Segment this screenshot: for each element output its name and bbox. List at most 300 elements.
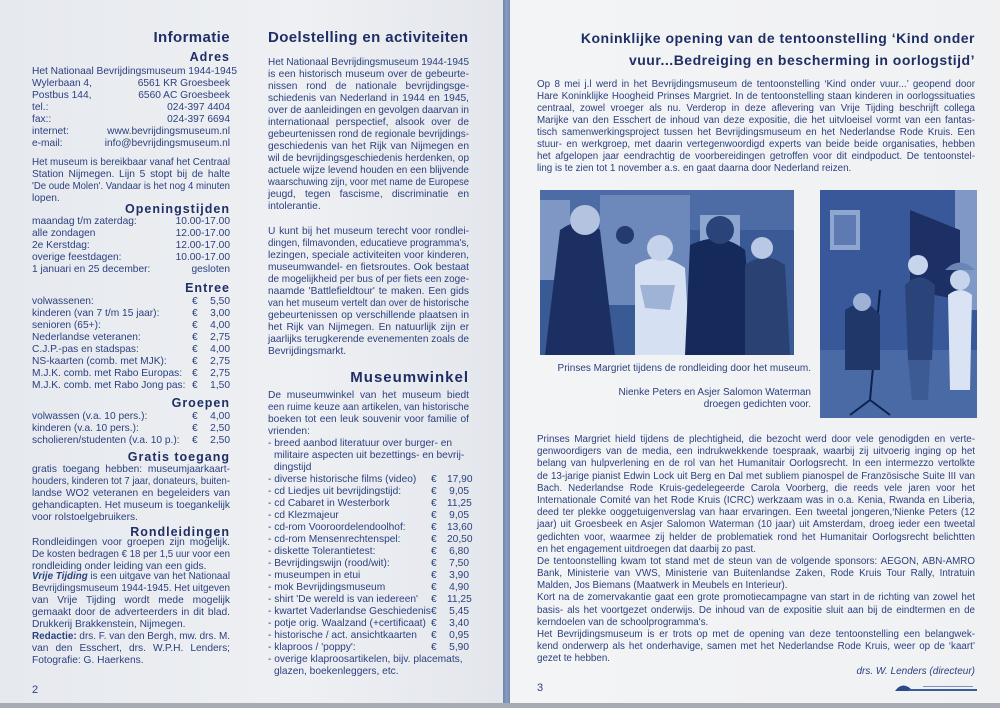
text: Op 8 mei j.l werd in het Bevrijdingsmuseum de tentoonstelling ‘Kind onder vuur...’ geopend door xyxy=(537,79,975,90)
text-line xyxy=(268,189,469,201)
info-title xyxy=(32,29,230,47)
hours-table xyxy=(32,216,230,276)
table-row xyxy=(32,66,237,78)
currency-symbol: € xyxy=(431,474,437,485)
body-paragraph-1 xyxy=(537,434,975,556)
text: Bevrijdingsmuseum 1944-1945. Het uitgeven xyxy=(32,583,230,594)
text-line xyxy=(32,631,230,643)
text-line xyxy=(268,426,469,438)
table-row xyxy=(268,582,469,594)
text: het afgelopen jaar eendrachtig de voorbereidingen getroffen voor dit eindpoduct. De tentoonstel- xyxy=(537,151,975,162)
text: Station Nijmegen. Lijn 5 stopt bij de halte xyxy=(32,169,230,180)
entree-heading: Entree xyxy=(185,281,230,295)
row-value: gesloten xyxy=(191,264,230,275)
goals-title xyxy=(268,29,469,47)
row-label: Nederlandse veteranen: xyxy=(32,332,141,343)
text-line xyxy=(537,629,975,641)
table-row xyxy=(268,534,473,546)
text: Rondleidingen voor groepen zijn mogelijk. xyxy=(32,537,230,548)
page-gutter xyxy=(503,0,510,708)
text: van Vrije Tijding wordt mede mogelijk xyxy=(32,595,230,606)
currency-symbol: € xyxy=(431,582,437,593)
text-line xyxy=(268,105,469,117)
text-line xyxy=(268,57,469,69)
table-row xyxy=(268,558,469,570)
row-amount: 7,50 xyxy=(449,558,469,569)
text-line xyxy=(537,653,975,665)
colophon-line1 xyxy=(32,571,230,583)
publication-name: Vrije Tijding xyxy=(32,571,88,582)
goals-title-text: Doelstelling en activiteiten xyxy=(268,29,469,46)
row-label: tel.: xyxy=(32,102,49,113)
table-row xyxy=(268,570,469,582)
text-line xyxy=(268,81,469,93)
tours-heading: Rondleidingen xyxy=(130,525,230,539)
text: internationaal perspectief, alsook over de xyxy=(268,117,469,128)
text: Bach. Nederlandse Rode Kruis-gedelegeerde Carola Voorberg, die reeds vele jaren voor het xyxy=(537,482,975,494)
text-line xyxy=(268,462,469,474)
shop-heading-text: Museumwinkel xyxy=(350,369,469,386)
table-row xyxy=(268,486,469,498)
table-row xyxy=(32,138,230,150)
text-line xyxy=(32,488,230,500)
row-label: senioren (65+): xyxy=(32,320,101,331)
table-row xyxy=(32,102,230,114)
title-text: vuur...Bedreiging en bescherming in oorlogstijd’ xyxy=(628,52,975,68)
row-label: NS-kaarten (comb. met MJK): xyxy=(32,356,167,367)
row-label: - mok Bevrijdingsmuseum xyxy=(268,582,386,593)
currency-symbol: € xyxy=(192,380,198,391)
row-label: Het Nationaal Bevrijdingsmuseum 1944-1945 xyxy=(32,66,237,77)
text-line xyxy=(537,483,975,495)
currency-symbol: € xyxy=(192,296,198,307)
row-amount: 3,00 xyxy=(210,308,230,319)
currency-symbol: € xyxy=(192,332,198,343)
text: De museumwinkel van het museum biedt xyxy=(268,390,469,401)
text: gratis toegang hebben: museumjaarkaart- xyxy=(32,464,230,475)
text: Het museum is bereikbaar vanaf het Centraal xyxy=(32,157,230,168)
row-label: - potje orig. Waalzand (+certificaat) xyxy=(268,618,426,629)
row-label: maandag t/m zaterdag: xyxy=(32,216,137,227)
row-label: overige feestdagen: xyxy=(32,252,122,263)
row-label: - kwartet Vaderlandse Geschiedenis xyxy=(268,606,431,617)
text-line xyxy=(32,500,230,512)
row-amount: 11,25 xyxy=(447,594,472,605)
text-line xyxy=(268,177,469,189)
goals-paragraph-1 xyxy=(268,57,469,213)
shop-intro xyxy=(268,390,469,438)
row-amount: 5,50 xyxy=(210,296,230,307)
row-label: C.J.P.-pas en stadspas: xyxy=(32,344,139,355)
table-row xyxy=(268,546,469,558)
row-label: - cd Liedjes uit bevrijdingstijd: xyxy=(268,486,402,497)
row-label: M.J.K. comb. met Rabo Europas: xyxy=(32,368,183,379)
text-line xyxy=(537,79,975,91)
text-line xyxy=(268,129,469,141)
text: Het Nationaal Bevrijdingsmuseum 1944-1945 xyxy=(268,57,469,68)
text-line xyxy=(537,471,975,483)
currency-symbol: € xyxy=(431,558,437,569)
shop-heading xyxy=(268,369,469,387)
text: lopen. xyxy=(32,193,60,204)
row-amount: 9,05 xyxy=(449,486,469,497)
text: De tentoonstelling kwam tot stand met de steun van de volgende sponsors: AEGON, ABN-AMRO xyxy=(537,555,975,567)
table-row xyxy=(32,126,230,138)
row-amount: 5,45 xyxy=(449,606,469,617)
row-label: - cd-rom Mensenrechtenspel: xyxy=(268,534,401,545)
text-line xyxy=(268,262,469,274)
text-line xyxy=(537,507,975,519)
text-line xyxy=(32,464,230,476)
row-amount: 11,25 xyxy=(447,498,472,509)
text-line xyxy=(268,310,469,322)
text-line xyxy=(537,592,975,604)
body-paragraph-4 xyxy=(537,629,975,666)
table-row xyxy=(32,356,230,368)
row-amount: 9,05 xyxy=(449,510,469,521)
text-line xyxy=(537,605,975,617)
text: deed ter plekke ooggetuigenverslag van haar ervaringen. Een tweetal jongeren,‘Nienke Peters (12 xyxy=(537,507,975,519)
row-label: - historische / act. ansichtkaarten xyxy=(268,630,417,641)
table-row xyxy=(268,642,469,654)
text: voor rolstoelgebruikers. xyxy=(32,512,138,523)
currency-symbol: € xyxy=(192,368,198,379)
currency-symbol: € xyxy=(431,618,437,629)
text: ling is te zien tot 1 november a.s. en gaat daarna door Nederland reizen. xyxy=(537,163,852,174)
entree-table xyxy=(32,296,230,392)
text: belang van hulpverlening en de rol van het Humanitair Oorlogsrecht. In een intermezzo vertolkte xyxy=(537,458,975,470)
text: intolerantie. xyxy=(268,201,321,212)
text: Internationale Comité van het Rode Kruis (ICRC) werkzaam was in o.a. Kenia, Rwanda en Liberia, xyxy=(537,494,975,506)
table-row xyxy=(32,296,230,308)
text-line xyxy=(32,571,230,583)
row-amount: 2,75 xyxy=(210,368,230,379)
shop-last-item xyxy=(268,654,469,678)
text: militaire aspecten uit bezettings- en bevrij- xyxy=(274,450,465,461)
currency-symbol: € xyxy=(431,630,437,641)
text: Hare Koninklijke Hoogheid Prinses Margriet. In de tentoonstelling staan kinderen in oorlogssituaties xyxy=(537,91,975,102)
text-line xyxy=(537,617,975,629)
shop-first-item xyxy=(268,438,469,474)
text: rondleiding onder leiding van een gids. xyxy=(32,561,207,572)
title-text: Koninklijke opening van de tentoonstelling ‘Kind onder xyxy=(580,30,975,46)
currency-symbol: € xyxy=(431,546,437,557)
text: waarschuwing zijn, voor met name de Europese xyxy=(268,177,469,188)
text-line xyxy=(268,93,469,105)
text-line xyxy=(537,139,975,151)
table-row xyxy=(32,252,230,264)
text-line xyxy=(268,286,469,298)
row-value: info@bevrijdingsmuseum.nl xyxy=(104,138,230,149)
table-row xyxy=(32,423,230,435)
row-label: 1 januari en 25 december: xyxy=(32,264,151,275)
text: naamde 'Battlefieldtour' te maken. Een gids xyxy=(268,286,469,297)
text-line xyxy=(268,402,469,414)
table-row xyxy=(268,510,469,522)
article-title-line2 xyxy=(537,49,975,71)
row-value: 6560 AC Groesbeek xyxy=(138,90,230,101)
row-amount: 4,00 xyxy=(210,320,230,331)
text-line xyxy=(268,153,469,165)
currency-symbol: € xyxy=(192,423,198,434)
body-paragraph-2 xyxy=(537,556,975,593)
photo-caption-2 xyxy=(540,387,811,411)
row-label: - cd Klezmajeur xyxy=(268,510,339,521)
currency-symbol: € xyxy=(431,510,437,521)
row-value: 6561 KR Groesbeek xyxy=(137,78,230,89)
text: gebeurtenissen rond de regionale bevrijdings- xyxy=(268,129,469,140)
text: een ruime keuze aan artikelen, van historische xyxy=(268,402,469,413)
text: Kort na de zomervakantie gaat een grote promotiecampagne van start in de richting van zowel het xyxy=(537,592,975,604)
row-value: www.bevrijdingsmuseum.nl xyxy=(107,126,230,137)
text-line xyxy=(32,583,230,595)
text-line xyxy=(32,181,230,193)
currency-symbol: € xyxy=(431,498,437,509)
table-row xyxy=(32,435,230,447)
text-line xyxy=(32,157,230,169)
row-amount: 3,40 xyxy=(449,618,469,629)
row-value: 12.00-17.00 xyxy=(175,228,230,239)
text: wil de bevrijdingsgeschiedenis herdenken, op xyxy=(268,153,469,164)
text: Bevrijdingsmarkt. xyxy=(268,346,347,357)
body-paragraph-3 xyxy=(537,592,975,629)
text-line xyxy=(268,346,469,358)
table-row xyxy=(268,630,469,642)
row-amount: 2,50 xyxy=(210,423,230,434)
text: vrienden: xyxy=(268,426,310,437)
row-label: - cd Cabaret in Westerbork xyxy=(268,498,390,509)
goals-paragraph-2 xyxy=(268,226,469,358)
text-line xyxy=(32,537,230,549)
text: genwoordigers van de media, een indrukwekkende toespraak, waarbij zij uitvoerig inging op het xyxy=(537,446,975,458)
text-line xyxy=(537,91,975,103)
text-line xyxy=(537,495,975,507)
row-amount: 3,90 xyxy=(449,570,469,581)
table-row xyxy=(268,474,473,486)
text: van den Esschert, drs. W.P.H. Lenders; xyxy=(32,643,230,654)
currency-symbol: € xyxy=(192,435,198,446)
table-row xyxy=(268,522,473,534)
text-line xyxy=(32,549,230,561)
row-label: - Bevrijdingswijn (rood/wit): xyxy=(268,558,390,569)
text: de mogelijkheid per bus of per fiets een zoge- xyxy=(268,274,469,285)
address-heading: Adres xyxy=(189,50,230,64)
row-label: volwassenen: xyxy=(32,296,94,307)
text: dingstijd xyxy=(274,462,312,473)
photo-children-reading-poems xyxy=(820,190,977,418)
row-label: - klaproos / 'poppy': xyxy=(268,642,356,653)
text: Prinses Margriet hield tijdens de plechtigheid, die bezocht werd door vele genodigden en verte- xyxy=(537,434,975,445)
text-line xyxy=(268,298,469,310)
text: Malden, Jos Biemans (Maatwerk in Meubels en Interieur). xyxy=(537,580,788,592)
row-value: 024-397 4404 xyxy=(167,102,230,113)
currency-symbol: € xyxy=(431,486,437,497)
row-label: volwassen (v.a. 10 pers.): xyxy=(32,411,148,422)
text-line xyxy=(537,446,975,458)
text-line xyxy=(268,666,469,678)
currency-symbol: € xyxy=(192,344,198,355)
row-amount: 2,75 xyxy=(210,356,230,367)
bottom-edge xyxy=(0,703,1000,708)
text: jaar) uit Groesbeek en Asjer Salomon Waterman (10 jaar) uit Amsterdam, droeg ieder een tweetal xyxy=(537,519,975,531)
caption-line: Nienke Peters en Asjer Salomon Waterman xyxy=(618,387,811,398)
text: kend onderwerp als het onderhavige, samen met het Nederlandse Rode Kruis, weer op de ‘kaart’ xyxy=(537,641,975,653)
text-line xyxy=(268,201,469,213)
colophon-lines xyxy=(32,643,230,667)
table-row xyxy=(32,90,230,102)
text: nissen rond de nationale bevrijdingsge- xyxy=(268,81,469,92)
hours-heading: Openingstijden xyxy=(125,202,230,216)
text: het Rijk van Nijmegen. En natuurlijk zijn er xyxy=(268,322,469,333)
row-label: M.J.K. comb. met Rabo Jong pas: xyxy=(32,380,186,391)
currency-symbol: € xyxy=(431,594,437,605)
text: boeken tot een leuk souvenir voor familie of xyxy=(268,414,469,425)
signature: drs. W. Lenders (directeur) xyxy=(856,666,975,677)
text: centraal, zowel vroeger als nu. Verderop in deze aflevering van Vrije Tijding beschrijft collega xyxy=(537,103,975,114)
text-line xyxy=(537,544,975,556)
currency-symbol: € xyxy=(431,642,437,653)
row-label: - diskette Tolerantietest: xyxy=(268,546,376,557)
table-row xyxy=(268,594,472,606)
text: dingen, filmavonden, educatieve programma's, xyxy=(268,238,469,249)
table-row xyxy=(268,618,469,630)
row-amount: 4,00 xyxy=(210,411,230,422)
text: 'De oude Molen'. Vandaar is het nog 4 minuten xyxy=(32,181,230,192)
row-label: 2e Kerstdag: xyxy=(32,240,90,251)
text: - overige klaproosartikelen, bijv. placemats, xyxy=(268,654,463,665)
text: de 13-jarige pianist Edwin Lock uit Berg en Dal met subliem pianospel de Französische Suite III van xyxy=(537,470,975,482)
info-title-text: Informatie xyxy=(153,29,230,46)
text-line xyxy=(268,69,469,81)
text-line xyxy=(537,556,975,568)
colophon-lines xyxy=(32,583,230,631)
text: gezet te hebben. xyxy=(537,653,610,665)
table-row xyxy=(32,228,230,240)
text: De kosten bedragen € 18 per 1,5 uur voor een xyxy=(32,549,230,560)
text-line xyxy=(268,438,469,450)
text-line xyxy=(537,580,975,592)
row-amount: 17,90 xyxy=(447,474,473,485)
table-row xyxy=(32,368,230,380)
text: actuele wijze levend houden en een blijvende xyxy=(268,165,469,176)
table-row xyxy=(32,264,230,276)
row-amount: 2,75 xyxy=(210,332,230,343)
text-line xyxy=(32,643,230,655)
row-label: Wylerbaan 4, xyxy=(32,78,92,89)
photo-princess-tour xyxy=(540,190,794,355)
row-amount: 6,80 xyxy=(449,546,469,557)
currency-symbol: € xyxy=(192,356,198,367)
table-row xyxy=(32,216,230,228)
text: jeugd, tegen fascisme, discriminatie en xyxy=(268,189,469,200)
groups-table xyxy=(32,411,230,447)
row-label: - museumpen in etui xyxy=(268,570,361,581)
caption-line: droegen gedichten voor. xyxy=(703,399,811,410)
text: - breed aanbod literatuur over burger- en xyxy=(268,438,453,449)
text-line xyxy=(537,103,975,115)
text-line xyxy=(268,334,469,346)
table-row xyxy=(32,332,230,344)
row-label: kinderen (v.a. 10 pers.): xyxy=(32,423,139,434)
currency-symbol: € xyxy=(192,411,198,422)
table-row xyxy=(32,344,230,356)
text: landse WO2 veteranen en begeleiders van xyxy=(32,488,230,499)
editors-label: Redactie: xyxy=(32,631,77,642)
row-label: - shirt 'De wereld is van iedereen' xyxy=(268,594,418,605)
text-line xyxy=(268,117,469,129)
row-amount: 0,95 xyxy=(449,630,469,641)
text-line xyxy=(268,238,469,250)
text-line xyxy=(268,141,469,153)
page-number-left: 2 xyxy=(32,684,39,696)
text: gebeurtenissen op verschillende plaatsen in xyxy=(268,310,469,321)
row-label: scholieren/studenten (v.a. 10 p.): xyxy=(32,435,180,446)
text: kerndoelen van de schoolprogramma's. xyxy=(537,616,709,628)
colophon xyxy=(32,571,230,667)
text: Fotografie: G. Haerkens. xyxy=(32,655,144,666)
free-access-heading: Gratis toegang xyxy=(127,450,230,464)
text: houders, kinderen tot 7 jaar, donateurs, buiten- xyxy=(32,476,230,487)
shop-price-list xyxy=(268,474,473,654)
text: drs. F. van den Bergh, mw. drs. M. xyxy=(76,631,230,642)
text-line xyxy=(537,115,975,127)
groups-heading: Groepen xyxy=(171,396,230,410)
currency-symbol: € xyxy=(431,522,437,533)
text-line xyxy=(268,274,469,286)
text: gemaakt door de adverteerders in dit blad. xyxy=(32,607,230,618)
text-line xyxy=(32,655,230,667)
access-paragraph xyxy=(32,157,230,205)
table-row xyxy=(268,498,472,510)
text-line xyxy=(537,519,975,531)
text-line xyxy=(537,151,975,163)
row-label: - cd-rom Vooroordelendoolhof: xyxy=(268,522,406,533)
text: Bank, Ministerie van VWS, Ministerie van Buitenlandse Zaken, Rode Kruis Tour Rally, Intratuin xyxy=(537,568,975,580)
row-value: 024-397 6694 xyxy=(167,114,230,125)
row-label: - diverse historische films (video) xyxy=(268,474,417,485)
row-amount: 1,50 xyxy=(210,380,230,391)
text: jaarlijks terugkerende evenementen zoals de xyxy=(268,334,469,345)
table-row xyxy=(32,114,230,126)
text: schiedenis van Nederland in 1944 en 1945, xyxy=(268,93,469,104)
table-row xyxy=(32,78,230,90)
editors-line xyxy=(32,631,230,643)
row-amount: 20,50 xyxy=(447,534,473,545)
text-line xyxy=(268,226,469,238)
text-line xyxy=(537,641,975,653)
article-intro xyxy=(537,79,975,175)
currency-symbol: € xyxy=(431,570,437,581)
row-label: alle zondagen xyxy=(32,228,96,239)
text-line xyxy=(32,619,230,631)
photo-caption-1: Prinses Margriet tijdens de rondleiding door het museum. xyxy=(557,363,811,374)
text-line xyxy=(268,322,469,334)
article-body xyxy=(537,434,975,666)
row-label: Postbus 144, xyxy=(32,90,92,101)
article-title-line1 xyxy=(537,27,975,49)
row-amount: 2,50 xyxy=(210,435,230,446)
text: gedichten voor, waarmee zij helder de problematiek rond het Humanitair Oorlogsrecht belichtten xyxy=(537,531,975,543)
text-line xyxy=(537,163,975,175)
row-label: kinderen (van 7 t/m 15 jaar): xyxy=(32,308,160,319)
table-row xyxy=(32,320,230,332)
row-label: fax:: xyxy=(32,114,52,125)
text-line xyxy=(32,512,230,524)
text-line xyxy=(537,458,975,470)
text-line xyxy=(268,390,469,402)
row-amount: 4,00 xyxy=(210,344,230,355)
text: gehandicapten. Het museum is toegankelijk xyxy=(32,500,230,511)
